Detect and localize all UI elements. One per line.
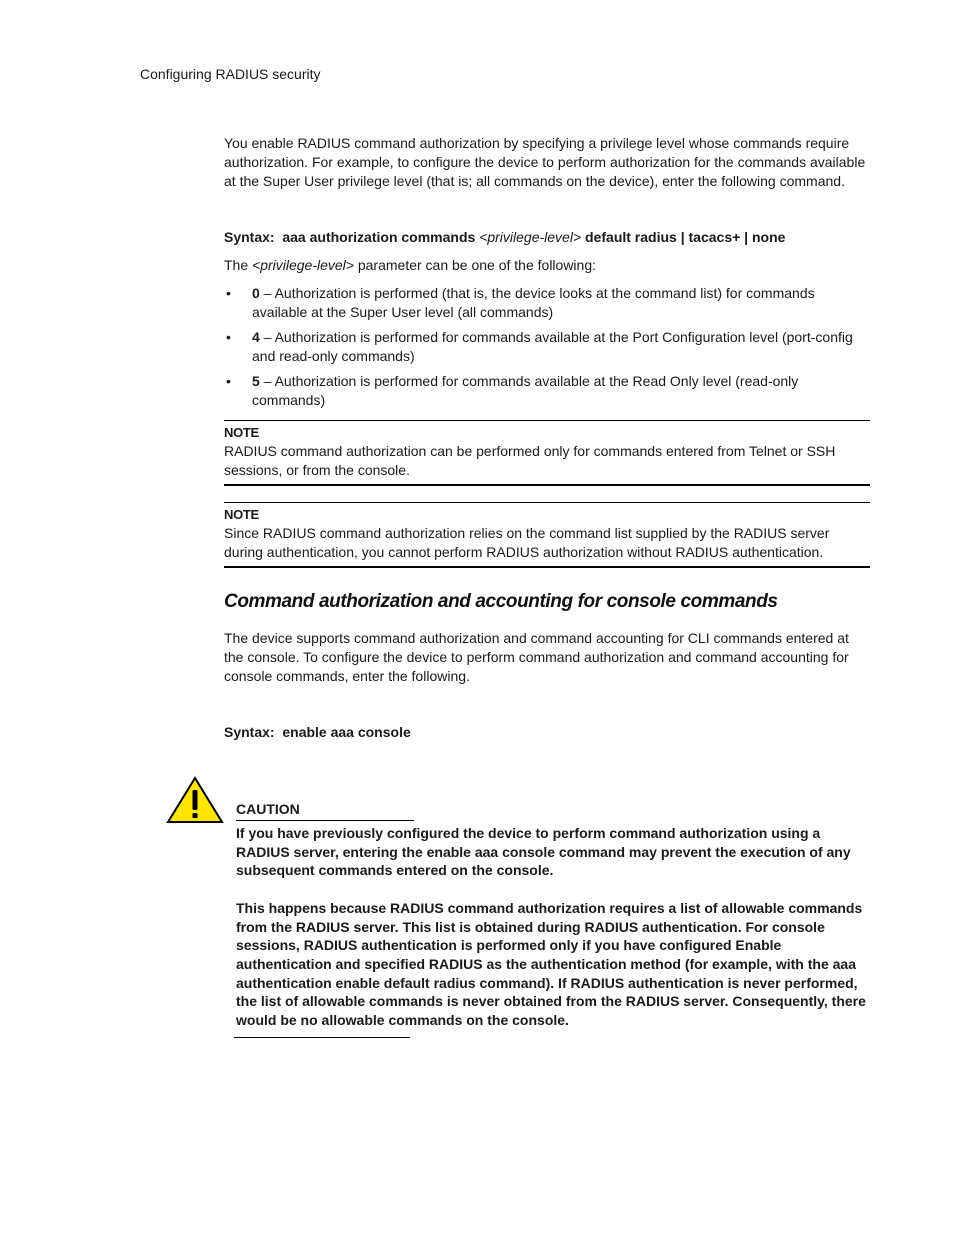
list-item-text: – Authorization is performed for commands available at the Port Configuration level (port-config and read-only commands) [252,329,853,364]
bullet-icon: • [226,285,231,301]
syntax-label: Syntax: [224,724,275,740]
syntax-options: default radius | tacacs+ | none [585,229,786,245]
note-box [224,502,870,568]
param-intro-param: <privilege-level> [252,257,354,273]
param-intro-prefix: The [224,257,253,273]
note-text: Since RADIUS command authorization relies on the command list supplied by the RADIUS server during authentication, you cannot perform RADIUS authorization without RADIUS authentication. [224,525,830,560]
bullet-icon: • [226,329,231,345]
syntax-param: <privilege-level> [479,229,582,245]
list-item-number: 5 [252,373,260,389]
caution-label: CAUTION [236,800,414,821]
caution-paragraph: This happens because RADIUS command authorization requires a list of allowable commands from the RADIUS server. This list is obtained during RADIUS authentication. For console sessions, RADIUS authentication is performed only if you have configured Enable authentication and specified RADIUS as the authentication method (for example, with the aaa authentication enable default radius command). If RADIUS authentication is never performed, the list of allowable commands is never obtained from the RADIUS server. Consequently, there would be no allowable commands on the console. [236,899,866,1029]
syntax-line-authorization [224,228,870,247]
list-item [224,328,870,366]
note-box [224,420,870,486]
list-item [224,372,870,410]
syntax-command: enable aaa console [282,724,411,740]
caution-block [166,776,872,1046]
section-body: The device supports command authorization and command accounting for CLI commands entered at the console. To configure the device to perform command authorization and command accounting for console commands, enter the following. [224,630,849,684]
list-item [224,284,870,322]
caution-paragraph: If you have previously configured the device to perform command authorization using a RADIUS server, entering the enable aaa console command may prevent the execution of any subsequent commands entered on the console. [236,825,851,879]
syntax-line-console [224,723,870,742]
main-content [224,134,870,751]
note-label: NOTE [224,507,259,522]
running-header: Configuring RADIUS security [140,66,321,82]
syntax-command: aaa authorization commands [282,229,476,245]
caution-text [236,824,872,1030]
syntax-label: Syntax: [224,229,275,245]
caution-divider [234,1037,410,1038]
list-item-number: 4 [252,329,260,345]
param-intro-suffix: parameter can be one of the following: [353,257,597,273]
list-item-text: – Authorization is performed (that is, the device looks at the command list) for commands available at the Super User level (all commands) [252,285,815,320]
section-heading: Command authorization and accounting for console commands [224,591,778,612]
intro-paragraph: You enable RADIUS command authorization by specifying a privilege level whose commands require authorization. For example, to configure the device to perform authorization for the commands available at the Super User privilege level (that is; all commands on the device), enter the following command. [224,135,866,189]
warning-triangle-icon [166,776,224,824]
param-intro [224,256,870,275]
list-item-text: – Authorization is performed for commands available at the Read Only level (read-only commands) [252,373,799,408]
bullet-icon: • [226,373,231,389]
list-item-number: 0 [252,285,260,301]
note-label: NOTE [224,425,259,440]
note-text: RADIUS command authorization can be performed only for commands entered from Telnet or SSH sessions, or from the console. [224,443,836,478]
privilege-level-list [224,284,870,410]
